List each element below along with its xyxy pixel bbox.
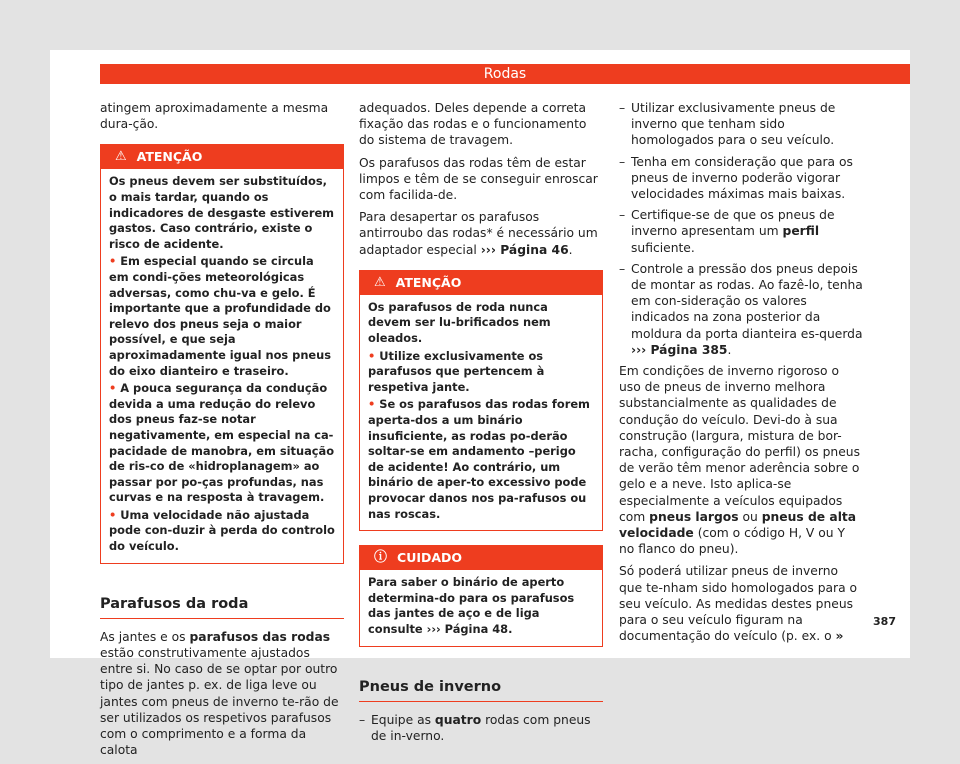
body-text: As jantes e os parafusos das rodas estão construtivamente ajustados entre si. No caso de se optar por outro tipo de jantes p. ex. de liga leve ou jantes com pneus de inverno te-rão de ser utilizados os respetivos parafusos com o comprimento e a forma da calota [100, 629, 339, 758]
caution-header [360, 546, 602, 570]
bullet-icon: • [109, 254, 117, 269]
page-reference-link[interactable]: ››› Página 48 [426, 621, 509, 636]
section-title-pneus: Pneus de inverno [359, 665, 603, 702]
warning-title: ATENÇÃO [136, 149, 203, 165]
body-text: Para desapertar os parafusos antirroubo das rodas* é necessário um adaptador especial ››› Página 46. [359, 210, 598, 257]
continue-arrow-icon: » [835, 629, 844, 644]
warning-header [101, 145, 343, 169]
bullet-icon: • [368, 348, 376, 363]
info-circle-icon: ⓘ [374, 550, 388, 566]
warning-bullet: • Uma velocidade não ajustada pode con-duzir à perda do controlo do veículo. [109, 507, 335, 554]
column-2 [359, 100, 603, 749]
caution-box [359, 545, 603, 646]
caution-body [360, 570, 602, 645]
bullet-icon: • [109, 507, 117, 522]
dash-icon: – [619, 154, 626, 169]
list-item: – Controle a pressão dos pneus depois de montar as rodas. Ao fazê-lo, tenha em con-sideração os valores indicados na zona posterior da moldura da porta dianteira es-querda ››› Página 385. [619, 261, 863, 357]
warning-box-2 [359, 270, 603, 531]
warning-bullet: • Se os parafusos das rodas forem aperta-dos a um binário insuficiente, as rodas po-derão soltar-se em andamento –perigo de acidente! Ao contrário, um binário de aper-to excessivo pode provocar danos nos pa-rafusos ou nas roscas. [368, 397, 590, 521]
column-1 [100, 100, 344, 764]
body-text: Os parafusos das rodas têm de estar limpos e têm de se conseguir enroscar com facilida-de. [359, 155, 598, 203]
body-text: adequados. Deles depende a correta fixação das rodas e o funcionamento do sistema de travagem. [359, 101, 587, 148]
dash-icon: – [359, 712, 366, 727]
dash-icon: – [619, 101, 626, 115]
dash-icon: – [619, 208, 626, 223]
list-item: – Tenha em consideração que para os pneus de inverno poderão vigorar velocidades máximas mais baixas. [619, 154, 853, 202]
dash-icon: – [619, 261, 626, 276]
page-number: 387 [873, 615, 896, 628]
warning-paragraph: Os parafusos de roda nunca devem ser lu-brificados nem oleados. [368, 299, 551, 346]
column-3 [619, 100, 863, 651]
warning-body [101, 169, 343, 562]
warning-title: ATENÇÃO [395, 274, 462, 290]
list-item: – Certifique-se de que os pneus de inverno apresentam um perfil suficiente. [619, 208, 835, 255]
body-text: Só poderá utilizar pneus de inverno que te-nham sido homologados para o seu veículo. As medidas destes pneus para o seu veículo figuram na documentação do veículo (p. ex. o » [619, 564, 858, 644]
list-item: – Equipe as quatro rodas com pneus de in-verno. [359, 712, 591, 743]
warning-box-1 [100, 144, 344, 563]
warning-bullet: • Em especial quando se circula em condi-ções meteorológicas adversas, como chu-va e gelo. É importante que a profundidade do relevo dos pneus seja o maior possível, e que seja aproximadamente igual nos pneus do eixo dianteiro e traseiro. [109, 254, 332, 378]
warning-bullet: • Utilize exclusivamente os parafusos que pertencem à respetiva jante. [368, 348, 545, 394]
page-header: Rodas [100, 64, 910, 84]
warning-triangle-icon: ⚠ [374, 274, 386, 290]
warning-body [360, 295, 602, 530]
bullet-icon: • [109, 381, 117, 396]
caution-title: CUIDADO [397, 550, 463, 566]
list-item: – Utilizar exclusivamente pneus de inverno que tenham sido homologados para o seu veículo. [619, 101, 836, 148]
warning-header [360, 271, 602, 295]
warning-bullet: • A pouca segurança da condução devida a uma redução do relevo dos pneus faz-se notar negativamente, em especial na ca-pacidade de manobra, em situação de ris-co de «hidroplanagem» ao passar por po-ças profundas, nas curvas e na resposta à travagem. [109, 381, 335, 505]
intro-text: atingem aproximadamente a mesma dura-ção. [100, 101, 329, 132]
body-text: Em condições de inverno rigoroso o uso de pneus de inverno melhora substancialmente as qualidades de condução do veículo. Devi-do à sua construção (largura, mistura de bor-racha, configuração do perfil) os pneus de verão têm menor aderência sobre o gelo e a neve. Isto aplica-se especialmente a veículos equipados com pneus largos ou pneus de alta velocidade (com o código H, V ou Y no flanco do pneu). [619, 364, 860, 557]
page-reference-link[interactable]: ››› Página 385 [631, 342, 728, 357]
warning-paragraph: Os pneus devem ser substituídos, o mais tardar, quando os indicadores de desgaste estiverem gastos. Caso contrário, existe o risco de acidente. [109, 174, 335, 251]
page-reference-link[interactable]: ››› Página 46 [480, 242, 569, 257]
page [50, 50, 910, 758]
section-title-parafusos: Parafusos da roda [100, 582, 344, 619]
caution-paragraph: Para saber o binário de aperto determina-do para os parafusos das jantes de aço e de liga consulte ››› Página 48. [368, 575, 575, 636]
bullet-icon: • [368, 397, 376, 412]
warning-triangle-icon: ⚠ [115, 149, 127, 165]
